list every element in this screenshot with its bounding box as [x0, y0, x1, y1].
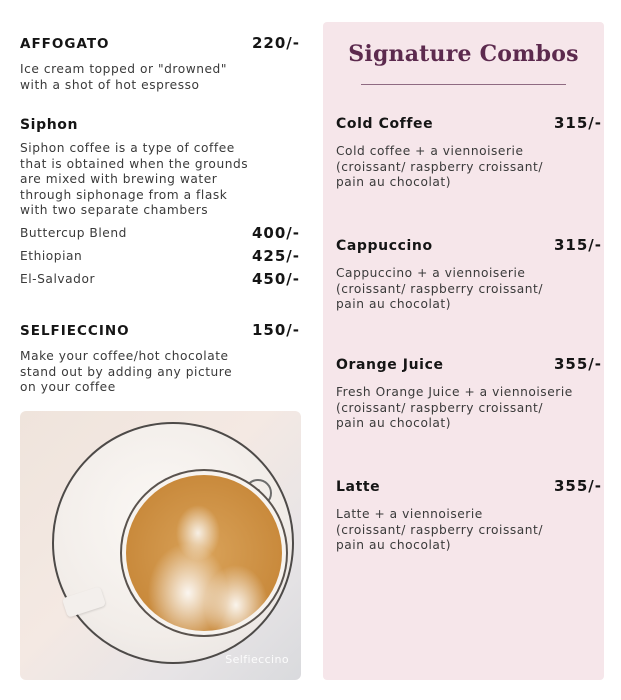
description-line: Make your coffee/hot chocolate	[20, 349, 229, 363]
cup-handle-illustration	[62, 586, 106, 617]
cup-illustration	[120, 469, 288, 637]
item-description	[336, 385, 602, 432]
variant-name: El-Salvador	[20, 272, 96, 286]
description-line: Fresh Orange Juice + a viennoiserie	[336, 385, 573, 399]
description-line: with a shot of hot espresso	[20, 77, 200, 92]
description-line: Ice cream topped or "drowned"	[20, 62, 228, 76]
variant-name: Ethiopian	[20, 249, 83, 263]
item-name: AFFOGATO	[20, 36, 110, 52]
menu-item-siphon	[20, 117, 300, 291]
variant-price: 400/-	[251, 224, 300, 242]
item-name: Cold Coffee	[336, 116, 434, 132]
description-line: pain au chocolat)	[336, 538, 452, 552]
description-line: (croissant/ raspberry croissant/	[336, 159, 544, 174]
selfieccino-photo	[20, 411, 301, 680]
item-description	[20, 141, 300, 219]
variant-price: 450/-	[251, 270, 300, 288]
item-description	[336, 507, 602, 554]
item-header	[20, 321, 300, 339]
item-price: 150/-	[251, 321, 300, 339]
item-header	[20, 34, 300, 52]
description-line: stand out by adding any picture	[20, 364, 233, 379]
variant-price: 425/-	[251, 247, 300, 265]
description-line: Cappuccino + a viennoiserie	[336, 266, 526, 280]
description-line: that is obtained when the grounds	[20, 156, 249, 171]
description-line: pain au chocolat)	[336, 175, 452, 189]
item-name: Cappuccino	[336, 238, 433, 254]
item-name: SELFIECCINO	[20, 323, 130, 339]
menu-item-affogato	[20, 34, 300, 93]
item-description	[336, 144, 602, 191]
item-header	[336, 236, 602, 254]
siphon-variants-list	[20, 222, 300, 291]
photo-watermark: Selfieccino	[225, 653, 289, 666]
description-line: pain au chocolat)	[336, 297, 452, 311]
item-price: 355/-	[553, 355, 602, 373]
description-line: (croissant/ raspberry croissant/	[336, 281, 544, 296]
panel-title: Signature Combos	[348, 41, 579, 67]
combo-item-cappuccino	[336, 236, 602, 313]
variant-row	[20, 268, 300, 291]
variant-row	[20, 222, 300, 245]
description-line: through siphonage from a flask	[20, 187, 228, 202]
description-line: Latte + a viennoiserie	[336, 507, 483, 521]
item-name: Orange Juice	[336, 357, 444, 373]
item-header	[20, 117, 300, 133]
item-name: Siphon	[20, 117, 79, 133]
combo-item-orange-juice	[336, 355, 602, 432]
combo-item-cold-coffee	[336, 114, 602, 191]
signature-combos-panel	[323, 22, 604, 680]
latte-art-illustration	[126, 475, 282, 631]
item-name: Latte	[336, 479, 381, 495]
item-header	[336, 477, 602, 495]
description-line: (croissant/ raspberry croissant/	[336, 400, 544, 415]
item-description	[20, 62, 300, 93]
variant-name: Buttercup Blend	[20, 226, 127, 240]
description-line: on your coffee	[20, 380, 116, 394]
item-header	[336, 355, 602, 373]
title-divider	[361, 84, 566, 85]
description-line: (croissant/ raspberry croissant/	[336, 522, 544, 537]
item-description	[20, 349, 300, 396]
item-header	[336, 114, 602, 132]
description-line: are mixed with brewing water	[20, 172, 218, 186]
variant-row	[20, 245, 300, 268]
description-line: with two separate chambers	[20, 203, 209, 217]
item-price: 315/-	[553, 236, 602, 254]
description-line: Cold coffee + a viennoiserie	[336, 144, 524, 158]
item-price: 315/-	[553, 114, 602, 132]
item-price: 220/-	[251, 34, 300, 52]
item-description	[336, 266, 602, 313]
item-price: 355/-	[553, 477, 602, 495]
description-line: Siphon coffee is a type of coffee	[20, 141, 235, 155]
menu-item-selfieccino	[20, 321, 300, 396]
description-line: pain au chocolat)	[336, 416, 452, 430]
combo-item-latte	[336, 477, 602, 554]
